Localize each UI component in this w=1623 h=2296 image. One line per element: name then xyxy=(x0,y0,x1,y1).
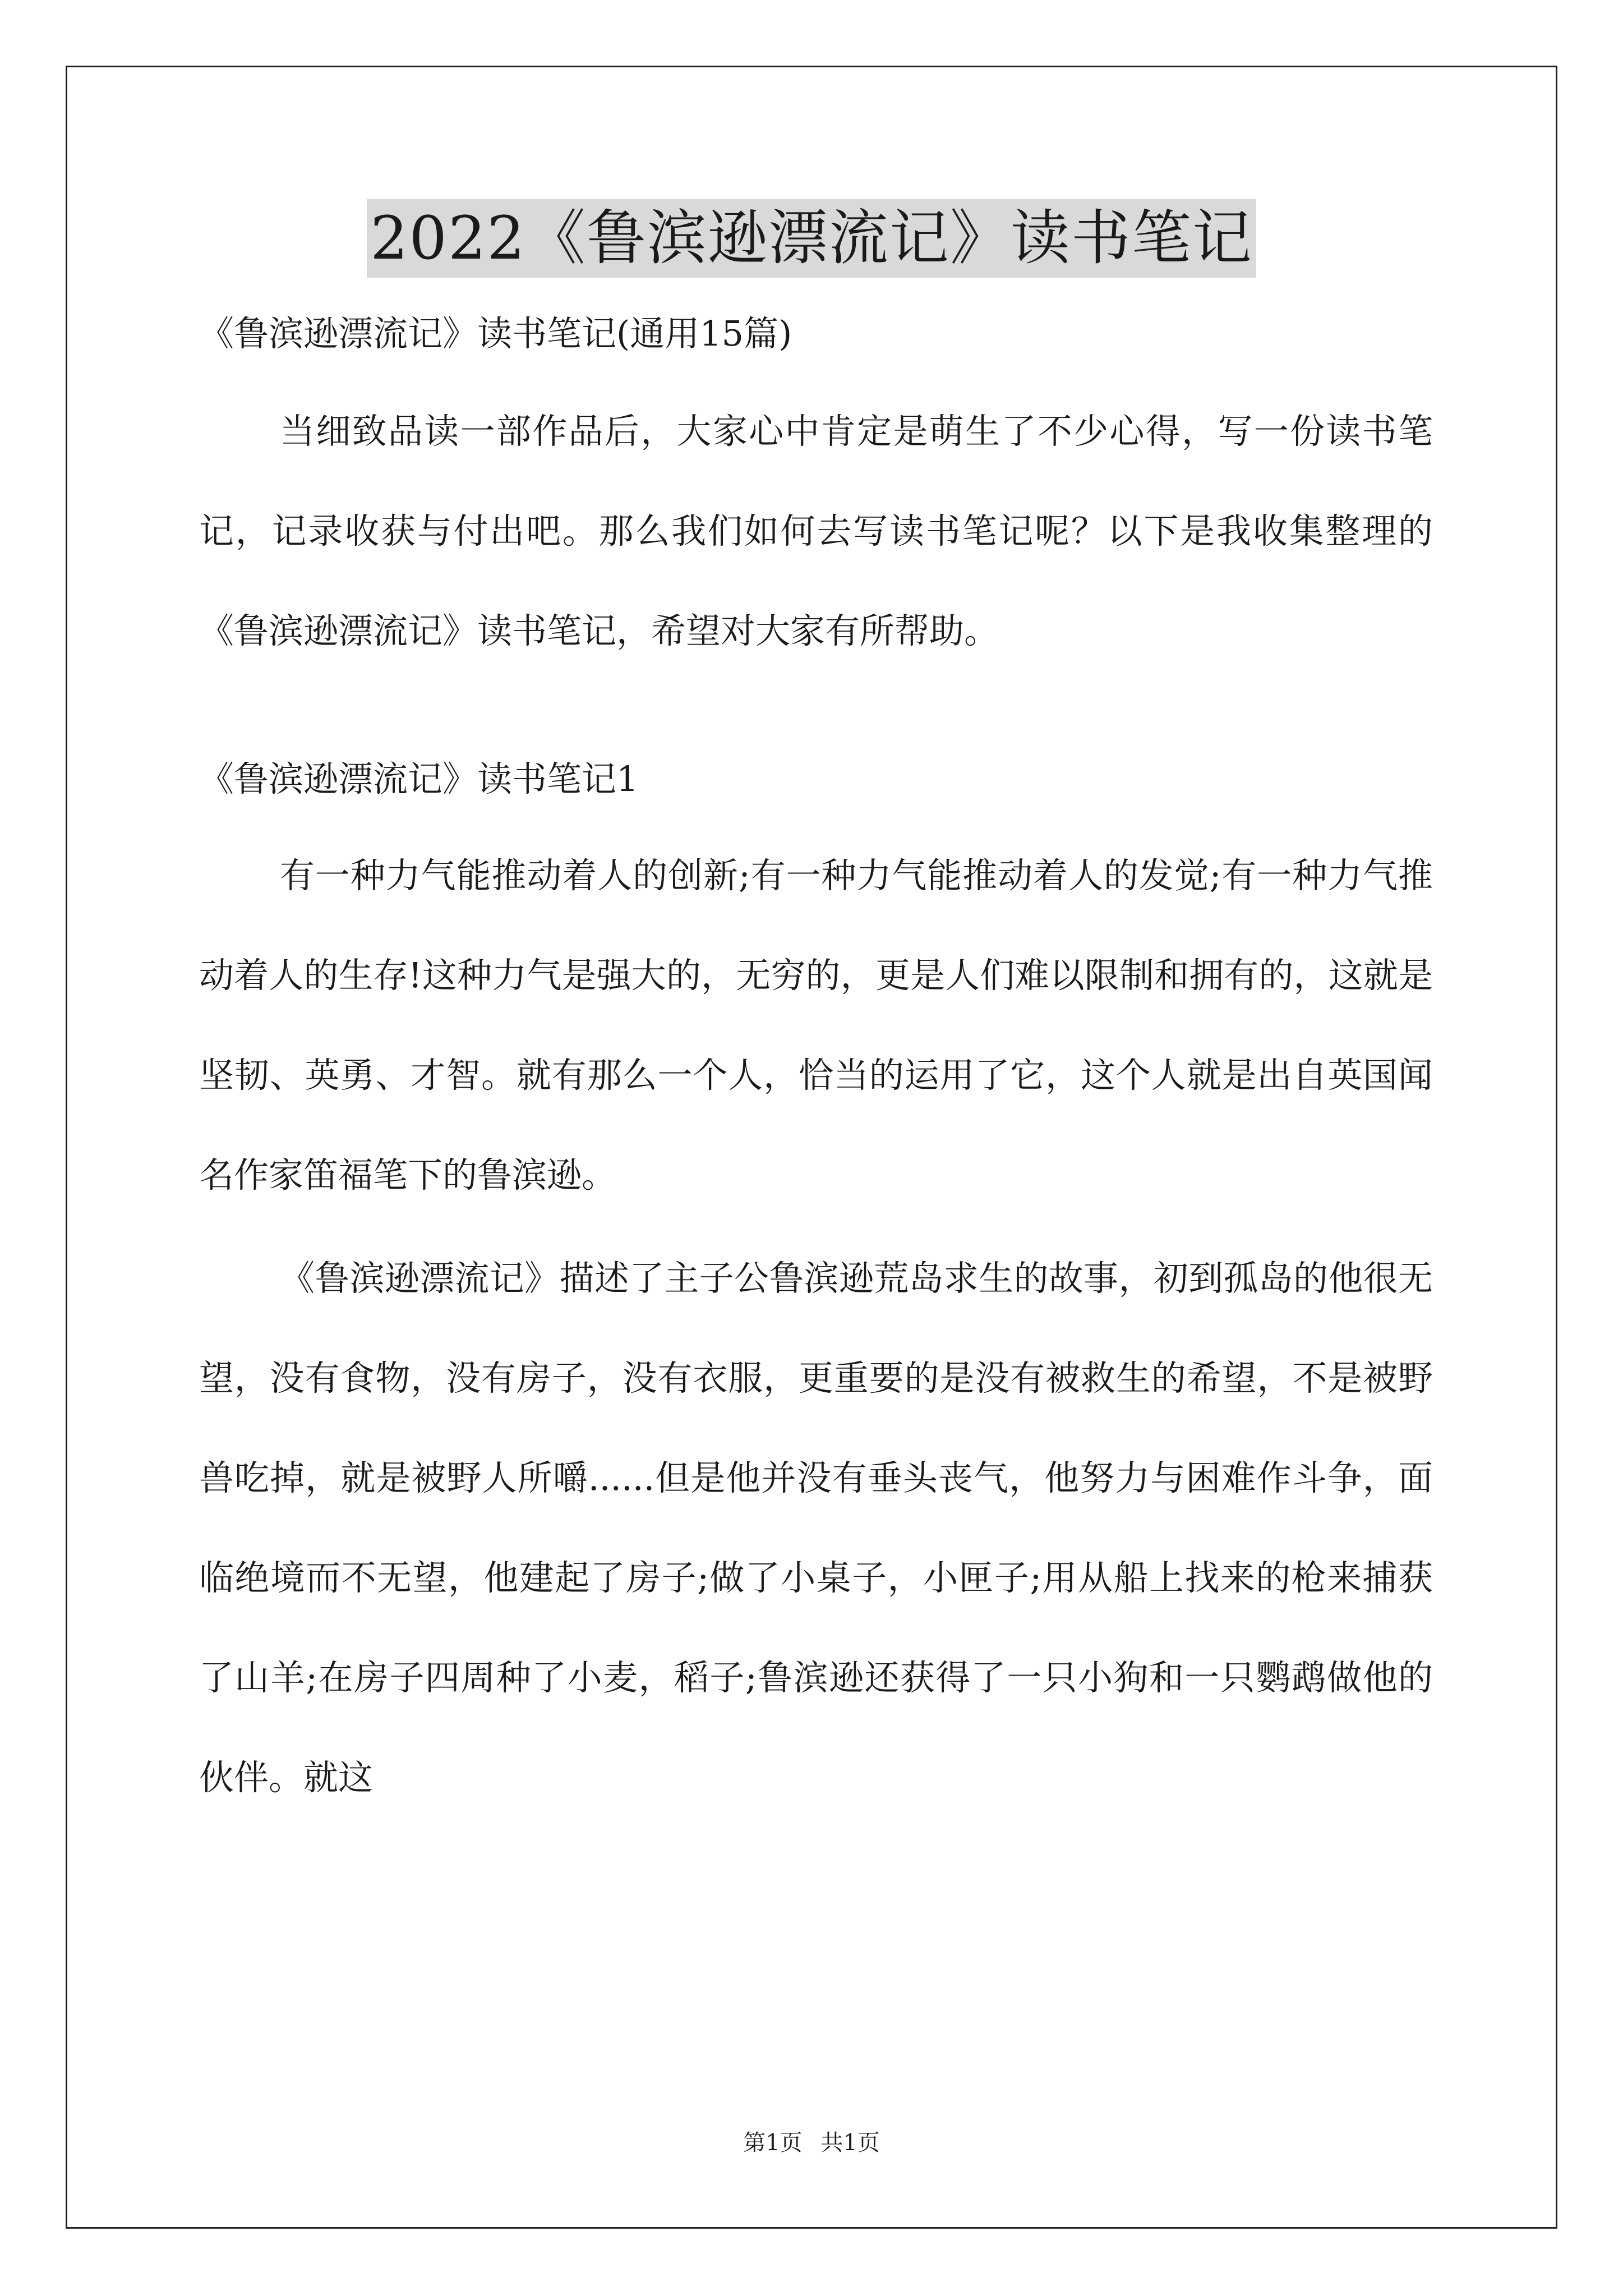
document-subtitle: 《鲁滨逊漂流记》读书笔记(通用15篇) xyxy=(199,313,792,354)
document-title: 2022《鲁滨逊漂流记》读书笔记 xyxy=(367,199,1256,278)
page-footer xyxy=(0,2126,1623,2160)
page-number: 第1页 xyxy=(743,2130,803,2156)
title-wrap xyxy=(0,199,1623,278)
section-heading: 《鲁滨逊漂流记》读书笔记1 xyxy=(199,758,639,799)
intro-paragraph: 当细致品读一部作品后，大家心中肯定是萌生了不少心得，写一份读书笔记，记录收获与付出吧。那么我们如何去写读书笔记呢？以下是我收集整理的《鲁滨逊漂流记》读书笔记，希望对大家有所帮助。 xyxy=(199,411,1433,651)
body-paragraph: 有一种力气能推动着人的创新;有一种力气能推动着人的发觉;有一种力气推动着人的生存!这种力气是强大的，无穷的，更是人们难以限制和拥有的，这就是坚韧、英勇、才智。就有那么一个人，恰当的运用了它，这个人就是出自英国闻名作家笛福笔下的鲁滨逊。 xyxy=(199,855,1433,1195)
body-paragraph: 《鲁滨逊漂流记》描述了主子公鲁滨逊荒岛求生的故事，初到孤岛的他很无望，没有食物，没有房子，没有衣服，更重要的是没有被救生的希望，不是被野兽吃掉，就是被野人所嚼......但是他并没有垂头丧气，他努力与困难作斗争，面临绝境而不无望，他建起了房子;做了小桌子，小匣子;用从船上找来的枪来捕获了山羊;在房子四周种了小麦，稻子;鲁滨逊还获得了一只小狗和一只鹦鹉做他的伙伴。就这 xyxy=(199,1258,1433,1798)
document-body xyxy=(199,303,1433,1828)
page-total: 共1页 xyxy=(820,2130,880,2156)
